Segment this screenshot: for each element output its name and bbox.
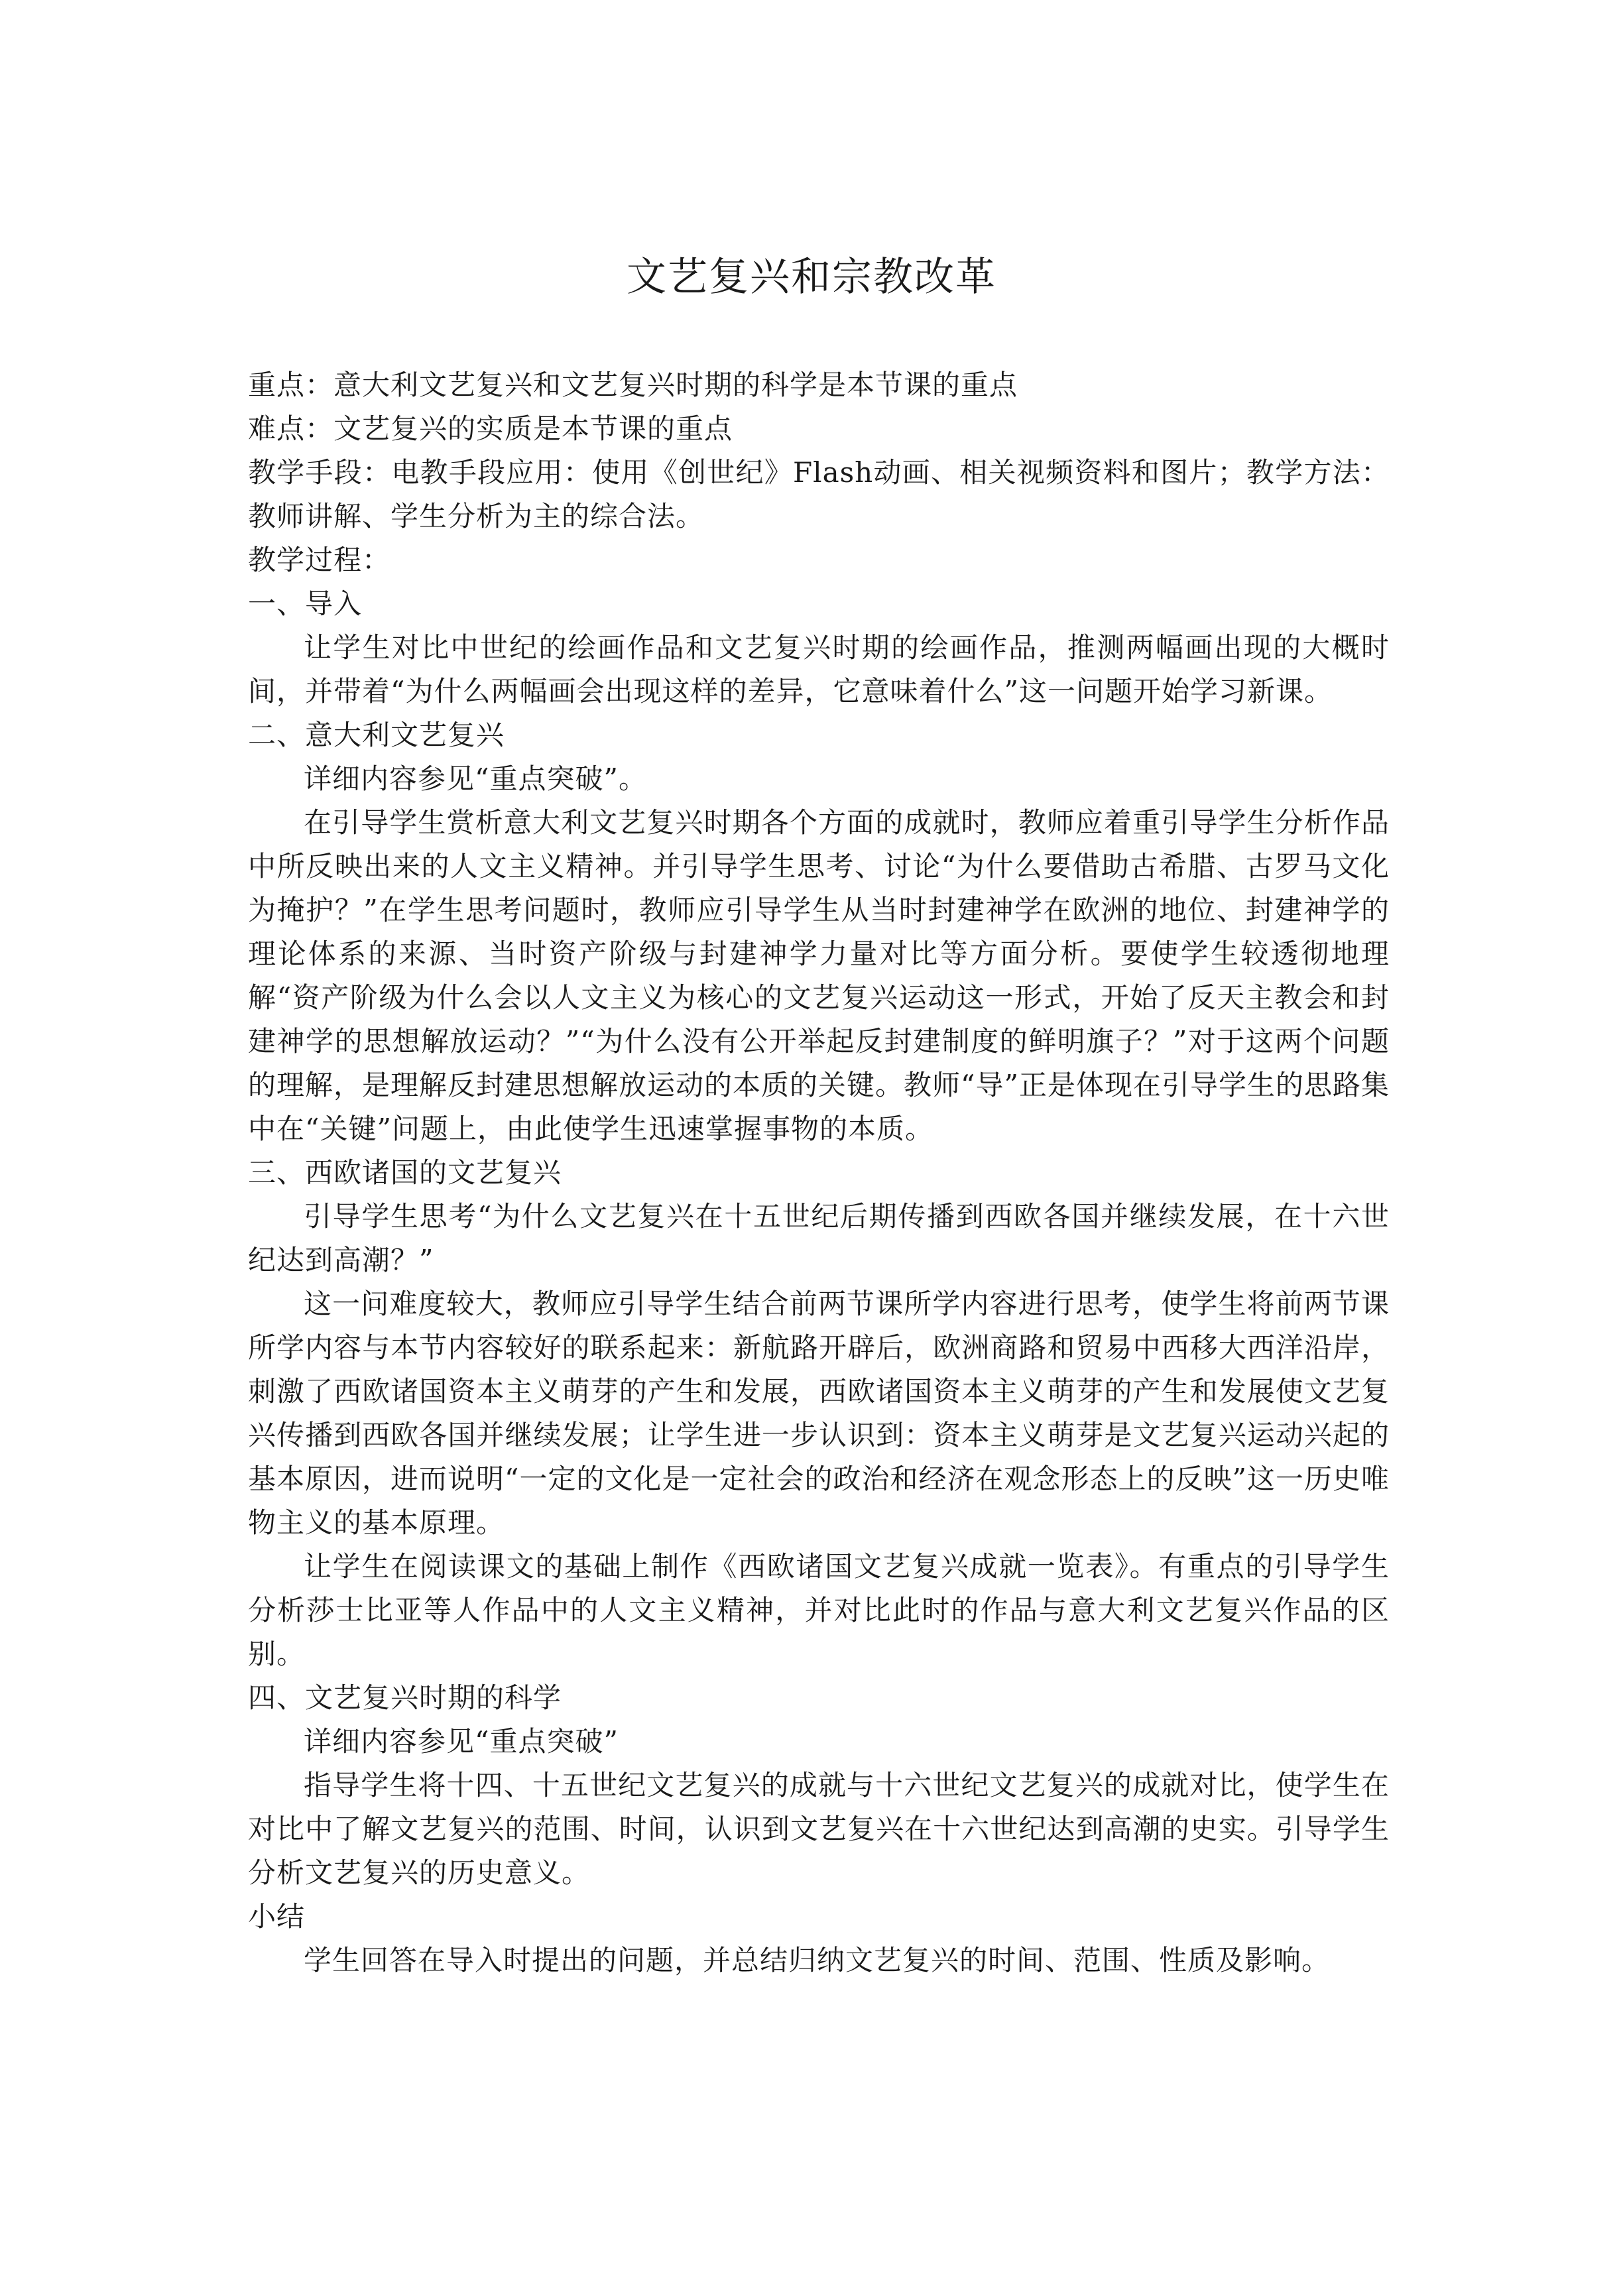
paragraph: 详细内容参见“重点突破”。 — [304, 762, 647, 795]
section-heading-summary: 小结 — [248, 1900, 306, 1933]
section-heading-italian-renaissance: 二、意大利文艺复兴 — [248, 719, 505, 751]
paragraph: 这一问难度较大，教师应引导学生结合前两节课所学内容进行思考，使学生将前两节课所学内容与本节内容较好的联系起来：新航路开辟后，欧洲商路和贸易中西移大西洋沿岸，刺激了西欧诸国资本主义萌芽的产生和发展，西欧诸国资本主义萌芽的产生和发展使文艺复兴传播到西欧各国并继续发展；让学生进一步认识到：资本主义萌芽是文艺复兴运动兴起的基本原因，进而说明“一定的文化是一定社会的政治和经济在观念形态上的反映”这一历史唯物主义的基本原理。 — [248, 1288, 1390, 1539]
paragraph: 让学生在阅读课文的基础上制作《西欧诸国文艺复兴成就一览表》。有重点的引导学生分析莎士比亚等人作品中的人文主义精神，并对比此时的作品与意大利文艺复兴作品的区别。 — [248, 1550, 1390, 1670]
paragraph: 引导学生思考“为什么文艺复兴在十五世纪后期传播到西欧各国并继续发展，在十六世纪达到高潮？” — [248, 1200, 1390, 1276]
paragraph: 指导学生将十四、十五世纪文艺复兴的成就与十六世纪文艺复兴的成就对比，使学生在对比中了解文艺复兴的范围、时间，认识到文艺复兴在十六世纪达到高潮的史实。引导学生分析文艺复兴的历史意义。 — [248, 1769, 1390, 1889]
section-heading-science: 四、文艺复兴时期的科学 — [248, 1681, 562, 1714]
paragraph: 让学生对比中世纪的绘画作品和文艺复兴时期的绘画作品，推测两幅画出现的大概时间，并带着“为什么两幅画会出现这样的差异，它意味着什么”这一问题开始学习新课。 — [248, 631, 1390, 707]
section-heading-western-europe: 三、西欧诸国的文艺复兴 — [248, 1156, 562, 1189]
focus-line: 重点：意大利文艺复兴和文艺复兴时期的科学是本节课的重点 — [248, 369, 1018, 401]
teaching-means-paragraph: 教学手段：电教手段应用：使用《创世纪》Flash动画、相关视频资料和图片；教学方法：教师讲解、学生分析为主的综合法。 — [248, 456, 1390, 532]
difficulty-line: 难点：文艺复兴的实质是本节课的重点 — [248, 412, 733, 445]
process-label: 教学过程： — [248, 544, 391, 576]
document-title: 文艺复兴和宗教改革 — [627, 254, 996, 300]
paragraph: 详细内容参见“重点突破” — [304, 1725, 619, 1758]
document-body — [248, 363, 1390, 1982]
section-heading-intro: 一、导入 — [248, 587, 363, 620]
paragraph: 在引导学生赏析意大利文艺复兴时期各个方面的成就时，教师应着重引导学生分析作品中所反映出来的人文主义精神。并引导学生思考、讨论“为什么要借助古希腊、古罗马文化为掩护？”在学生思考问题时，教师应引导学生从当时封建神学在欧洲的地位、封建神学的理论体系的来源、当时资产阶级与封建神学力量对比等方面分析。要使学生较透彻地理解“资产阶级为什么会以人文主义为核心的文艺复兴运动这一形式，开始了反天主教会和封建神学的思想解放运动？”“为什么没有公开举起反封建制度的鲜明旗子？”对于这两个问题的理解，是理解反封建思想解放运动的本质的关键。教师“导”正是体现在引导学生的思路集中在“关键”问题上，由此使学生迅速掌握事物的本质。 — [248, 806, 1390, 1145]
paragraph: 学生回答在导入时提出的问题，并总结归纳文艺复兴的时间、范围、性质及影响。 — [304, 1944, 1331, 1976]
